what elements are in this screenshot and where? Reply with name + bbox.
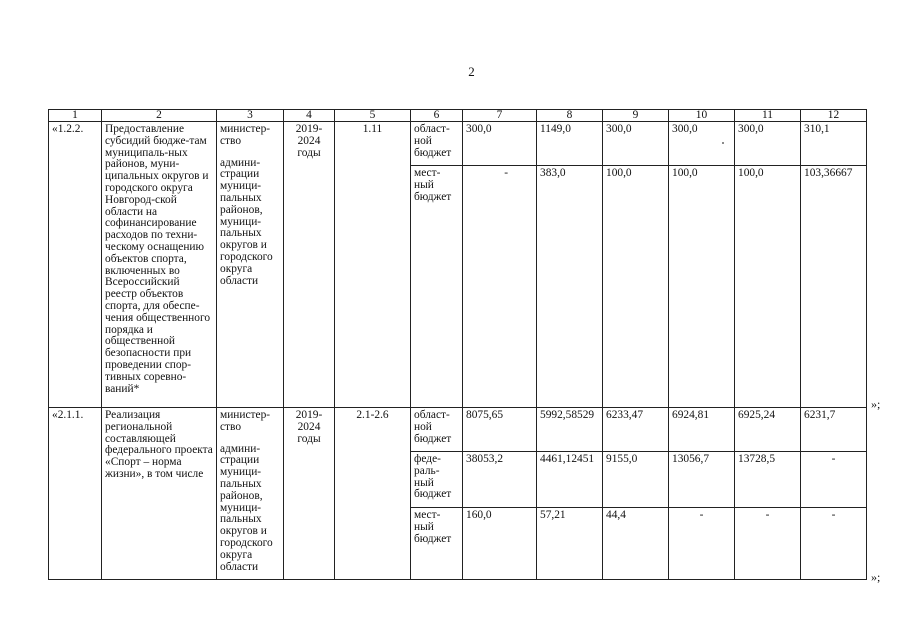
item-executor xyxy=(217,408,284,580)
value-cell: - xyxy=(669,508,735,580)
value-cell: - xyxy=(801,452,867,508)
item-number: «2.1.1. xyxy=(49,408,102,580)
value-cell: 300,0 xyxy=(735,122,801,166)
header-cell: 9 xyxy=(603,110,669,122)
header-cell: 5 xyxy=(335,110,411,122)
header-cell: 7 xyxy=(463,110,537,122)
closing-quote-2: »; xyxy=(871,570,881,584)
header-cell: 11 xyxy=(735,110,801,122)
value-cell: 100,0 xyxy=(603,166,669,408)
value-cell: 1149,0 xyxy=(537,122,603,166)
item-number: «1.2.2. xyxy=(49,122,102,408)
header-cell: 12 xyxy=(801,110,867,122)
value-cell: 6231,7 xyxy=(801,408,867,452)
value-cell: 13728,5 xyxy=(735,452,801,508)
header-cell: 1 xyxy=(49,110,102,122)
executor-main: министер-ство xyxy=(220,123,271,147)
value-cell: 57,21 xyxy=(537,508,603,580)
closing-quote-1: »; xyxy=(871,397,881,411)
value-cell: 310,1 xyxy=(801,122,867,166)
value-cell: - xyxy=(463,166,537,408)
page-number: 2 xyxy=(468,64,475,79)
header-cell: 2 xyxy=(102,110,217,122)
header-cell: 8 xyxy=(537,110,603,122)
value-cell: 300,0 xyxy=(669,122,735,166)
value-cell: 383,0 xyxy=(537,166,603,408)
budget-table xyxy=(48,109,867,580)
header-cell: 6 xyxy=(411,110,463,122)
item-period: 2019-2024 годы xyxy=(284,122,335,408)
value-cell: 300,0 xyxy=(463,122,537,166)
value-cell: 4461,12451 xyxy=(537,452,603,508)
value-cell: 103,36667 xyxy=(801,166,867,408)
funding-source: област-ной бюджет xyxy=(411,408,463,452)
header-cell: 10 xyxy=(669,110,735,122)
value-cell: - xyxy=(801,508,867,580)
executor-co: админи-страции муници-пальных районов, муници-пальных округов и городского округа области xyxy=(220,156,273,287)
value-cell: 9155,0 xyxy=(603,452,669,508)
item-description: Реализация региональной составляющей федерального проекта «Спорт – норма жизни», в том числе xyxy=(102,408,217,580)
table-row xyxy=(49,408,867,452)
value-cell: 300,0 xyxy=(603,122,669,166)
value-cell: - xyxy=(735,508,801,580)
header-cell: 3 xyxy=(217,110,284,122)
value-cell: 6925,24 xyxy=(735,408,801,452)
header-row xyxy=(49,110,867,122)
executor-main: министер-ство xyxy=(220,409,271,433)
value-cell: 100,0 xyxy=(735,166,801,408)
item-executor xyxy=(217,122,284,408)
value-cell: 44,4 xyxy=(603,508,669,580)
value-cell: 160,0 xyxy=(463,508,537,580)
value-cell: 8075,65 xyxy=(463,408,537,452)
item-target-code: 1.11 xyxy=(335,122,411,408)
funding-source: мест-ный бюджет xyxy=(411,166,463,408)
item-description: Предоставление субсидий бюдже-там муниципаль-ных районов, муни-ципальных округов и городского округа Новгород-ской области на софинансирование расходов по техни-ческому оснащению объектов спорта, включенных во Всероссийский реестр объектов спорта, для обеспе-чения общественного порядка и общественной безопасности при проведении спор-тивных соревно-ваний* xyxy=(102,122,217,408)
value-cell: 5992,58529 xyxy=(537,408,603,452)
funding-source: мест-ный бюджет xyxy=(411,508,463,580)
value-cell: 38053,2 xyxy=(463,452,537,508)
value-cell: 6924,81 xyxy=(669,408,735,452)
funding-source: феде-раль-ный бюджет xyxy=(411,452,463,508)
value-cell: 6233,47 xyxy=(603,408,669,452)
header-cell: 4 xyxy=(284,110,335,122)
executor-co: админи-страции муници-пальных районов, муници-пальных округов и городского округа области xyxy=(220,442,273,573)
funding-source: област-ной бюджет xyxy=(411,122,463,166)
value-cell: 13056,7 xyxy=(669,452,735,508)
table-row xyxy=(49,122,867,166)
item-period: 2019-2024 годы xyxy=(284,408,335,580)
item-target-code: 2.1-2.6 xyxy=(335,408,411,580)
value-cell: 100,0 xyxy=(669,166,735,408)
